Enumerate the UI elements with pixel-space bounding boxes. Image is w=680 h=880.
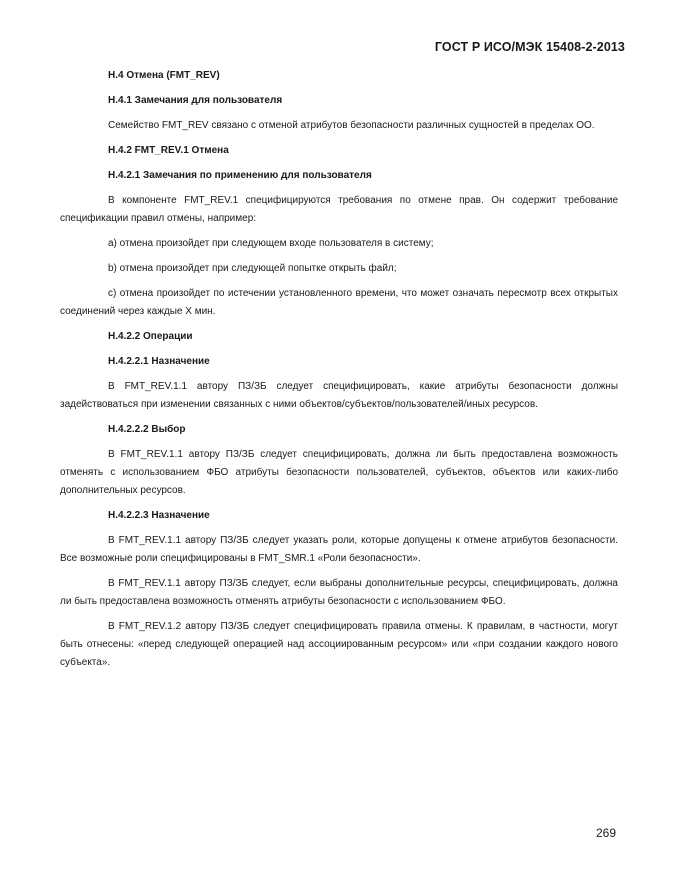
paragraph: В FMT_REV.1.1 автору ПЗ/ЗБ следует указать роли, которые допущены к отмене атрибутов безопасности. Все возможные роли специфицированы в FMT_SMR.1 «Роли безопасности». — [60, 535, 618, 564]
section-heading: H.4.2.2.2 Выбор — [108, 424, 186, 435]
section-heading: H.4.2.2.3 Назначение — [108, 510, 210, 521]
list-item: b) отмена произойдет при следующей попытке открыть файл; — [108, 263, 397, 274]
section-heading: H.4 Отмена (FMT_REV) — [108, 70, 220, 81]
paragraph: В FMT_REV.1.2 автору ПЗ/ЗБ следует специфицировать правила отмены. К правилам, в частности, могут быть отнесены: «перед следующей операцией над ассоциированным ресурсом» или «при создании каждого нового субъекта». — [60, 621, 618, 668]
list-item: c) отмена произойдет по истечении установленного времени, что может означать пересмотр всех открытых соединений через каждые X мин. — [60, 288, 618, 317]
section-heading: H.4.2.2.1 Назначение — [108, 356, 210, 367]
paragraph: Семейство FMT_REV связано с отменой атрибутов безопасности различных сущностей в пределах ОО. — [108, 120, 595, 131]
paragraph: В FMT_REV.1.1 автору ПЗ/ЗБ следует, если выбраны дополнительные ресурсы, специфицировать, должна ли быть предоставлена возможность отменять атрибуты безопасности с использованием ФБО. — [60, 578, 618, 607]
paragraph: В компоненте FMT_REV.1 специфицируются требования по отмене прав. Он содержит требование спецификации правил отмены, например: — [60, 195, 618, 224]
list-item: a) отмена произойдет при следующем входе пользователя в систему; — [108, 238, 434, 249]
document-header: ГОСТ Р ИСО/МЭК 15408-2-2013 — [434, 40, 625, 54]
section-heading: H.4.2.1 Замечания по применению для пользователя — [108, 170, 372, 181]
section-heading: H.4.2.2 Операции — [108, 331, 193, 342]
section-heading: H.4.2 FMT_REV.1 Отмена — [108, 145, 229, 156]
section-heading: H.4.1 Замечания для пользователя — [108, 95, 283, 106]
page-number: 269 — [595, 826, 616, 840]
paragraph: В FMT_REV.1.1 автору ПЗ/ЗБ следует специфицировать, какие атрибуты безопасности должны задействоваться при изменении связанных с ними объектов/субъектов/пользователей/иных ресурсов. — [60, 381, 618, 410]
paragraph: В FMT_REV.1.1 автору ПЗ/ЗБ следует специфицировать, должна ли быть предоставлена возможность отменять с использованием ФБО атрибуты безопасности пользователей, субъектов, объектов или каких-либо дополнительных ресурсов. — [60, 449, 618, 496]
document-body — [60, 67, 618, 679]
